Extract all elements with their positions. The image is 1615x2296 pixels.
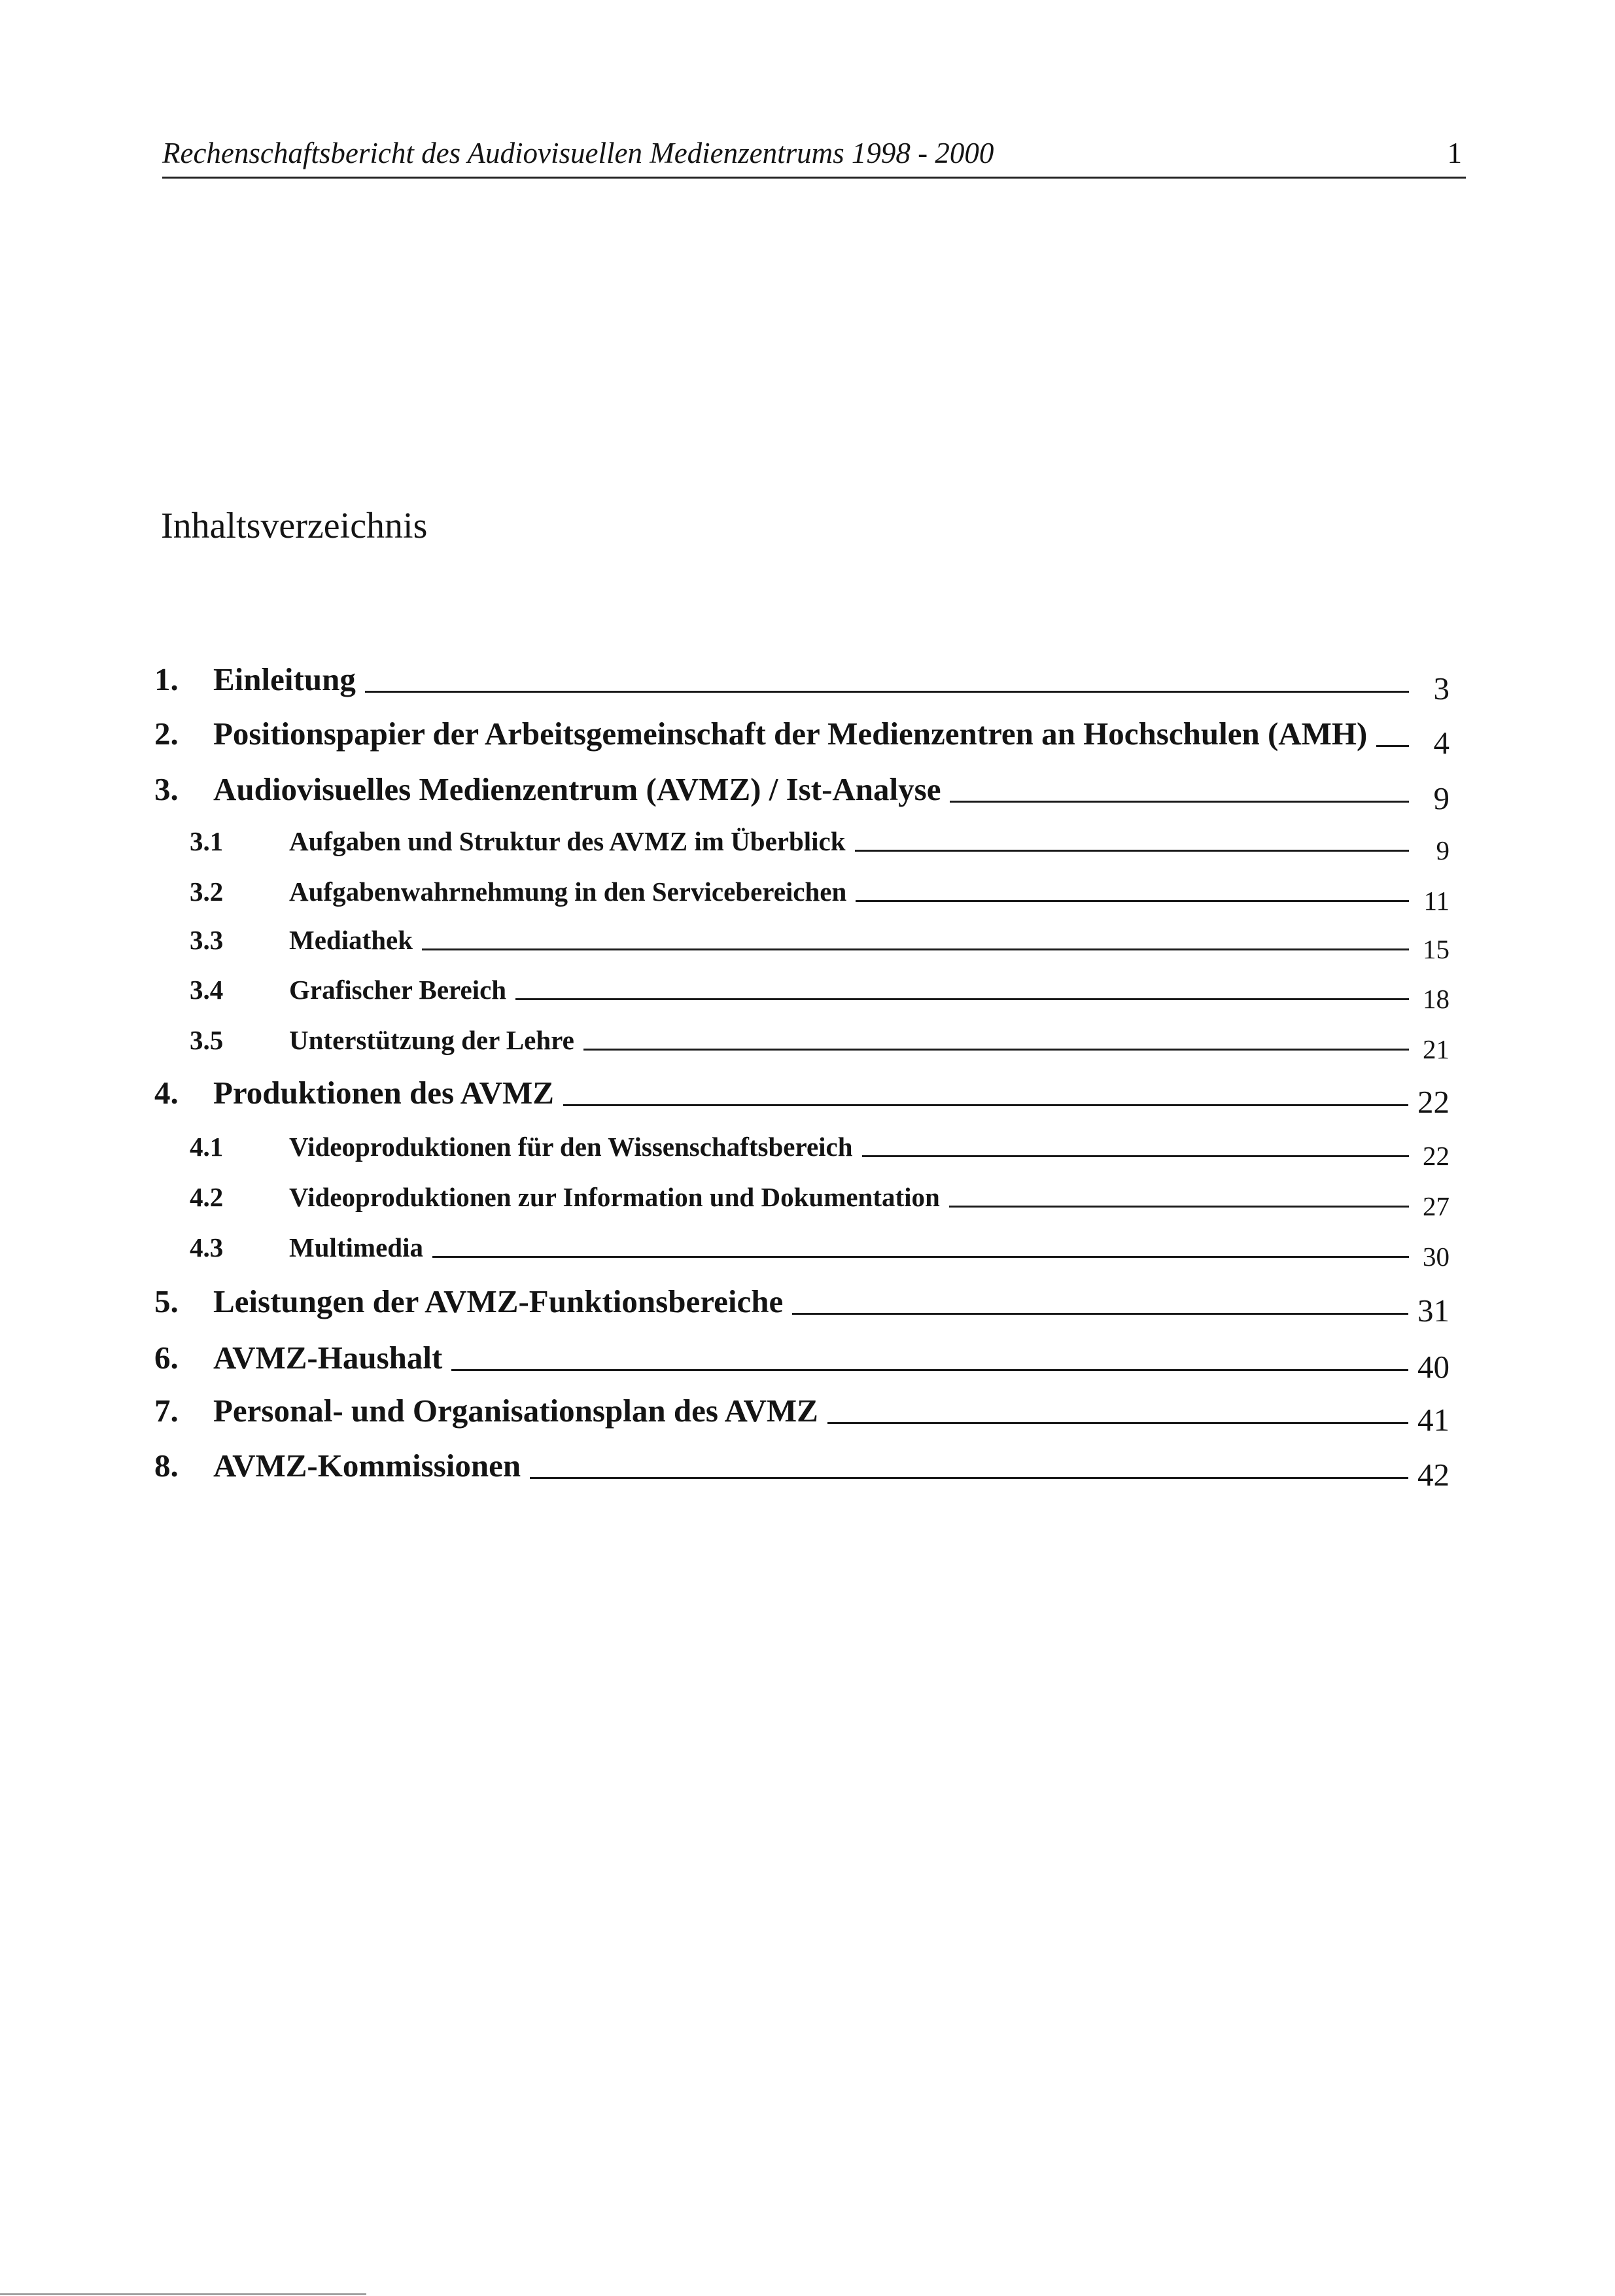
toc-entry-title: Unterstützung der Lehre (289, 1025, 574, 1055)
toc-entry-title: AVMZ-Kommissionen (213, 1448, 521, 1484)
toc-entry-number: 3.3 (190, 925, 224, 955)
toc-entry-number: 4.3 (190, 1232, 224, 1262)
toc-entry-title: Leistungen der AVMZ-Funktionsbereiche (213, 1283, 784, 1319)
toc-entry-number: 4.2 (190, 1182, 224, 1212)
toc-entry (154, 1074, 1450, 1120)
toc-entry-title: Videoproduktionen zur Information und Dokumentation (289, 1182, 940, 1212)
toc-entry-page: 18 (1423, 984, 1450, 1014)
toc-entry-title: Mediathek (289, 925, 413, 955)
toc-entry (154, 771, 1450, 816)
toc-entry (154, 1447, 1450, 1493)
toc-entry-number: 3.4 (190, 975, 224, 1005)
toc-entry-page: 22 (1423, 1141, 1450, 1171)
toc-entry (190, 1232, 1450, 1272)
toc-entry (154, 1339, 1450, 1385)
toc-entry (154, 715, 1450, 761)
toc-entry-page: 9 (1436, 835, 1450, 865)
toc-entry-page: 4 (1433, 725, 1450, 761)
toc-entry-number: 3.2 (190, 877, 224, 907)
toc-entry-title: Aufgabenwahrnehmung in den Servicebereichen (289, 877, 847, 907)
toc-entry (190, 826, 1450, 865)
toc-leader-line (515, 998, 1409, 1000)
toc-leader-line (950, 801, 1409, 803)
toc-entry-page: 30 (1423, 1242, 1450, 1272)
toc-entry-title: Aufgaben und Struktur des AVMZ im Überblick (289, 826, 846, 856)
toc-leader-line (1376, 745, 1409, 747)
toc-entry-number: 3.1 (190, 826, 224, 856)
toc-entry-number: 5. (154, 1283, 179, 1319)
toc-entry-title: Einleitung (213, 661, 356, 697)
toc-entry-page: 11 (1423, 886, 1450, 916)
toc-leader-line (583, 1049, 1409, 1051)
toc-entry (190, 1131, 1450, 1171)
toc-entry-number: 3.5 (190, 1025, 224, 1055)
header-title: Rechenschaftsbericht des Audiovisuellen Medienzentrums 1998 - 2000 (162, 137, 994, 169)
toc-entry-page: 41 (1417, 1402, 1450, 1438)
toc-entry (190, 1024, 1450, 1064)
toc-entry-page: 9 (1433, 780, 1450, 816)
toc-leader-line (862, 1155, 1409, 1157)
toc-entry-number: 7. (154, 1393, 179, 1429)
toc-entry-page: 42 (1417, 1457, 1450, 1493)
toc-leader-line (432, 1256, 1409, 1258)
toc-leader-line (422, 948, 1409, 950)
toc-leader-line (792, 1313, 1408, 1315)
toc-entry-title: Personal- und Organisationsplan des AVMZ (213, 1393, 818, 1429)
toc-entry-number: 8. (154, 1448, 179, 1484)
toc-entry (154, 1392, 1450, 1438)
toc-entry-number: 6. (154, 1340, 179, 1376)
toc-leader-line (530, 1477, 1408, 1479)
toc-entry-title: Grafischer Bereich (289, 975, 507, 1005)
toc-entry-page: 27 (1423, 1191, 1450, 1221)
toc-entry (190, 924, 1450, 964)
toc-entry-title: AVMZ-Haushalt (213, 1340, 443, 1376)
toc-entry-title: Produktionen des AVMZ (213, 1075, 554, 1111)
toc-entry-number: 4. (154, 1075, 179, 1111)
toc-heading: Inhaltsverzeichnis (161, 506, 428, 546)
toc-entry-page: 40 (1417, 1349, 1450, 1385)
toc-entry-title: Audiovisuelles Medienzentrum (AVMZ) / Ist-Analyse (213, 771, 941, 807)
toc-leader-line (365, 691, 1409, 693)
toc-entry (154, 661, 1450, 706)
toc-leader-line (855, 850, 1409, 852)
toc-entry-title: Multimedia (289, 1232, 423, 1262)
toc-entry-page: 21 (1423, 1034, 1450, 1064)
toc-leader-line (856, 900, 1409, 902)
scan-edge-line (0, 2293, 366, 2295)
running-header (162, 131, 1466, 179)
toc-entry-number: 3. (154, 771, 179, 807)
toc-leader-line (949, 1206, 1409, 1208)
toc-entry-page: 31 (1417, 1293, 1450, 1329)
toc-entry-title: Positionspapier der Arbeitsgemeinschaft der Medienzentren an Hochschulen (AMH) (213, 716, 1368, 752)
toc-entry (190, 1181, 1450, 1221)
toc-entry (154, 1283, 1450, 1329)
toc-leader-line (451, 1369, 1408, 1371)
toc-entry-page: 3 (1433, 670, 1450, 706)
header-page-number: 1 (1447, 137, 1462, 169)
toc-entry-title: Videoproduktionen für den Wissenschaftsbereich (289, 1132, 853, 1162)
toc-entry-number: 4.1 (190, 1132, 224, 1162)
toc-leader-line (563, 1104, 1408, 1106)
toc-entry (190, 876, 1450, 916)
toc-entry-page: 22 (1417, 1084, 1450, 1120)
toc-entry-page: 15 (1423, 934, 1450, 964)
toc-entry-number: 2. (154, 716, 179, 752)
toc-entry-number: 1. (154, 661, 179, 697)
toc-entry (190, 974, 1450, 1014)
toc-leader-line (827, 1422, 1408, 1424)
